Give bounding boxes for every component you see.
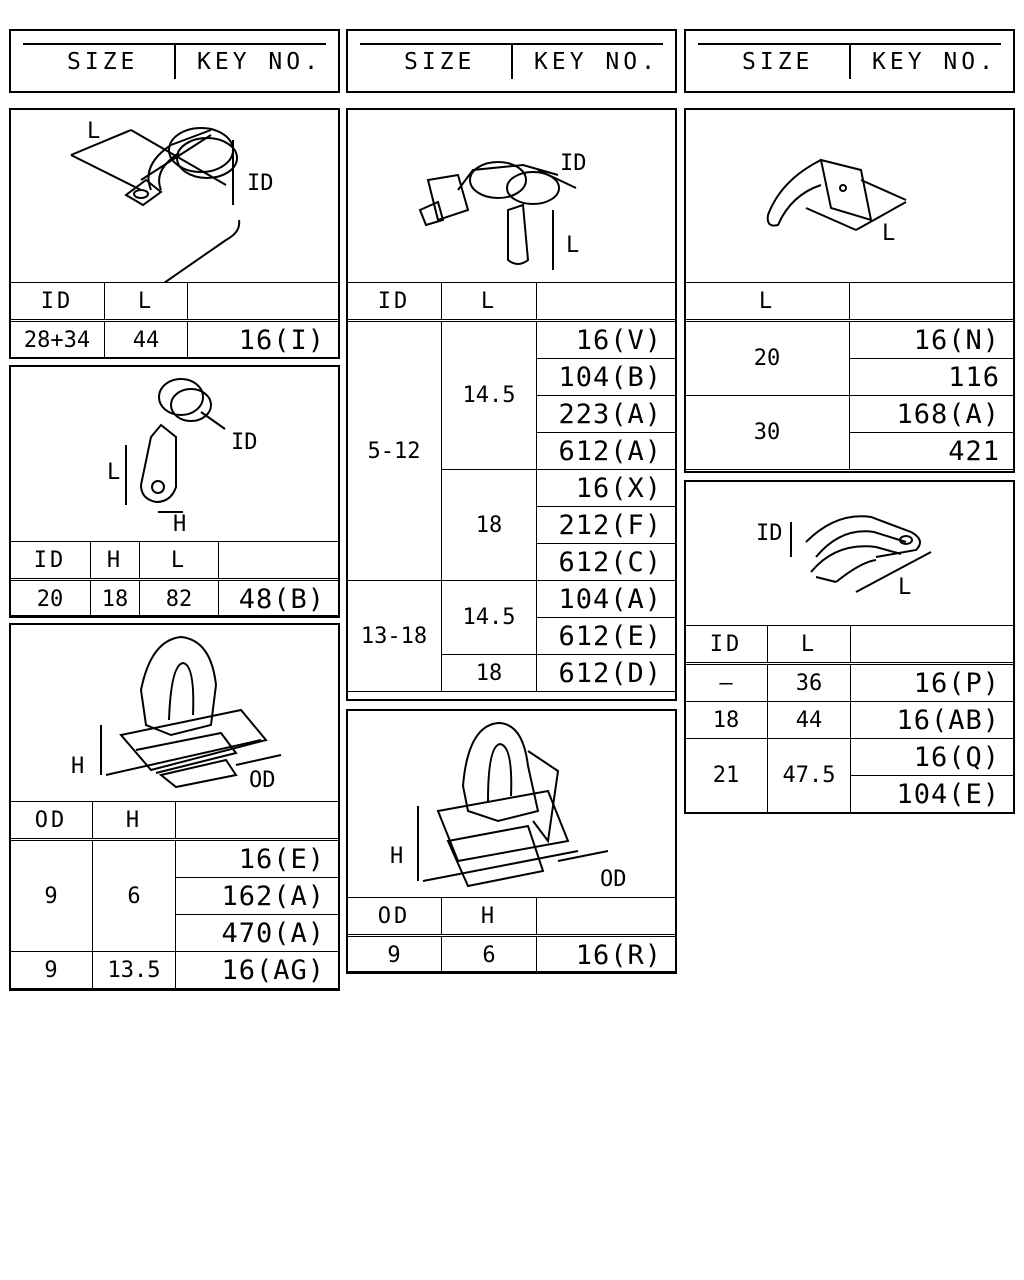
key-cell: 612(D) xyxy=(537,655,677,692)
key-cell: 612(A) xyxy=(537,433,677,470)
col-key xyxy=(188,283,340,321)
loop-clamp-table xyxy=(9,541,340,618)
key-cell: 16(V) xyxy=(537,321,677,359)
h-cell: 18 xyxy=(91,580,140,618)
table-row xyxy=(685,702,1015,739)
double-clip-drawing xyxy=(348,110,675,282)
column-header-2 xyxy=(346,29,677,93)
key-no-label: KEY NO. xyxy=(534,49,659,75)
table-row xyxy=(347,581,677,618)
l-cell: 82 xyxy=(140,580,219,618)
l-cell: 18 xyxy=(442,470,537,581)
bent-clip-table xyxy=(684,282,1015,470)
col-key xyxy=(176,802,340,840)
dim-l-label: L xyxy=(87,119,101,144)
key-cell: 212(F) xyxy=(537,507,677,544)
dim-id-label: ID xyxy=(560,151,587,176)
table-row xyxy=(685,321,1015,359)
panel-bent-clip xyxy=(684,108,1015,473)
multi-loop-clamp-drawing xyxy=(686,482,1013,627)
key-cell: 16(E) xyxy=(176,840,340,878)
col-key xyxy=(537,898,677,936)
h-cell: 13.5 xyxy=(93,952,176,989)
dim-l-label: L xyxy=(898,575,912,600)
dim-id-label: ID xyxy=(247,171,274,196)
key-no-label: KEY NO. xyxy=(872,49,997,75)
key-cell: 16(N) xyxy=(850,321,1015,359)
bent-clip-drawing xyxy=(686,110,1013,282)
column-header-1 xyxy=(9,29,340,93)
table-row xyxy=(685,664,1015,702)
key-cell: 16(Q) xyxy=(851,739,1015,776)
table-row xyxy=(347,321,677,359)
id-cell: 18 xyxy=(685,702,768,739)
col-l: L xyxy=(685,283,850,321)
dim-id-label: ID xyxy=(231,430,258,455)
double-clip-table xyxy=(346,282,677,692)
table-row xyxy=(10,952,340,989)
col-l: L xyxy=(442,283,537,321)
dim-l-label: L xyxy=(882,221,896,246)
col-id: ID xyxy=(347,283,442,321)
table-row xyxy=(10,840,340,878)
od-cell: 9 xyxy=(10,840,93,952)
key-cell: 612(E) xyxy=(537,618,677,655)
size-label: SIZE xyxy=(67,49,139,75)
od-cell: 9 xyxy=(10,952,93,989)
col-l: L xyxy=(105,283,188,321)
key-cell: 612(C) xyxy=(537,544,677,581)
col-key xyxy=(851,626,1015,664)
l-cell: 30 xyxy=(685,396,850,470)
saddle-clamp-table xyxy=(9,282,340,359)
table-row xyxy=(347,936,677,974)
l-cell: 20 xyxy=(685,321,850,396)
h-cell: 6 xyxy=(93,840,176,952)
l-cell: 44 xyxy=(105,321,188,359)
col-key xyxy=(850,283,1015,321)
col-id: ID xyxy=(10,542,91,580)
table-row xyxy=(685,739,1015,776)
col-l: L xyxy=(768,626,851,664)
dim-od-label: OD xyxy=(249,768,276,793)
size-label: SIZE xyxy=(404,49,476,75)
stud-clip-large-table xyxy=(346,897,677,974)
key-cell: 16(AB) xyxy=(851,702,1015,739)
key-cell: 162(A) xyxy=(176,878,340,915)
id-cell: 20 xyxy=(10,580,91,618)
col-h: H xyxy=(442,898,537,936)
col-key xyxy=(219,542,340,580)
key-cell: 104(B) xyxy=(537,359,677,396)
key-cell: 16(AG) xyxy=(176,952,340,989)
multi-loop-clamp-table xyxy=(684,625,1015,813)
table-row xyxy=(10,321,340,359)
dim-od-label: OD xyxy=(600,867,627,892)
key-cell: 104(A) xyxy=(537,581,677,618)
key-cell: 421 xyxy=(850,433,1015,470)
id-cell: 5-12 xyxy=(347,321,442,581)
id-cell: — xyxy=(685,664,768,702)
col-l: L xyxy=(140,542,219,580)
od-cell: 9 xyxy=(347,936,442,974)
l-cell: 14.5 xyxy=(442,581,537,655)
panel-multi-loop-clamp xyxy=(684,480,1015,814)
key-cell: 104(E) xyxy=(851,776,1015,813)
col-key xyxy=(537,283,677,321)
loop-clamp-drawing xyxy=(11,367,338,539)
l-cell: 14.5 xyxy=(442,321,537,470)
dim-h-label: H xyxy=(390,844,404,869)
saddle-clamp-drawing xyxy=(11,110,338,282)
key-cell: 48(B) xyxy=(219,580,340,618)
table-row xyxy=(685,396,1015,433)
l-cell: 47.5 xyxy=(768,739,851,813)
l-cell: 18 xyxy=(442,655,537,692)
id-cell: 21 xyxy=(685,739,768,813)
key-cell: 16(X) xyxy=(537,470,677,507)
col-od: OD xyxy=(10,802,93,840)
l-cell: 44 xyxy=(768,702,851,739)
stud-clip-large-drawing xyxy=(348,711,675,897)
col-h: H xyxy=(93,802,176,840)
id-cell: 28+34 xyxy=(10,321,105,359)
size-label: SIZE xyxy=(742,49,814,75)
dim-id-label: ID xyxy=(756,521,783,546)
col-od: OD xyxy=(347,898,442,936)
panel-double-clip xyxy=(346,108,677,701)
dim-h-label: H xyxy=(71,754,85,779)
key-cell: 16(P) xyxy=(851,664,1015,702)
col-id: ID xyxy=(10,283,105,321)
col-h: H xyxy=(91,542,140,580)
stud-clip-table xyxy=(9,801,340,989)
key-no-label: KEY NO. xyxy=(197,49,322,75)
stud-clip-drawing xyxy=(11,625,338,801)
panel-saddle-clamp xyxy=(9,108,340,359)
id-cell: 13-18 xyxy=(347,581,442,692)
h-cell: 6 xyxy=(442,936,537,974)
key-cell: 168(A) xyxy=(850,396,1015,433)
key-cell: 16(I) xyxy=(188,321,340,359)
l-cell: 36 xyxy=(768,664,851,702)
key-cell: 116 xyxy=(850,359,1015,396)
dim-l-label: L xyxy=(566,233,580,258)
column-header-3 xyxy=(684,29,1015,93)
key-cell: 223(A) xyxy=(537,396,677,433)
panel-loop-clamp xyxy=(9,365,340,617)
dim-l-label: L xyxy=(107,460,121,485)
table-row xyxy=(10,580,340,618)
dim-h-label: H xyxy=(173,512,187,537)
key-cell: 470(A) xyxy=(176,915,340,952)
panel-stud-clip-1 xyxy=(9,623,340,991)
col-id: ID xyxy=(685,626,768,664)
key-cell: 16(R) xyxy=(537,936,677,974)
panel-stud-clip-2 xyxy=(346,709,677,973)
